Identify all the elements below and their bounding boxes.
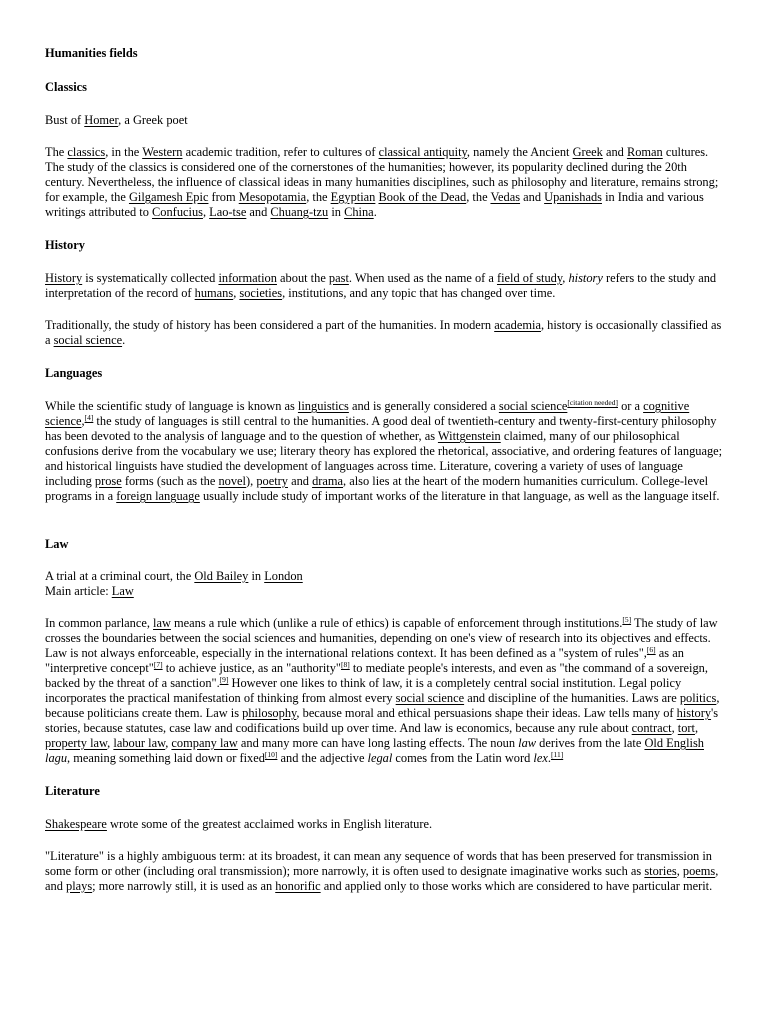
paragraph-text: ; more narrowly still, it is used as an <box>92 879 276 893</box>
inline-link[interactable]: philosophy <box>242 706 297 720</box>
heading-languages: Languages <box>45 366 103 380</box>
law-image-caption <box>45 569 725 599</box>
paragraph-text: 's stories, because statutes, case law and codifications build up over time. And law is economics, because any rule about <box>45 706 719 735</box>
paragraph-text: is systematically collected <box>82 271 219 285</box>
inline-link[interactable]: societies <box>239 286 283 300</box>
inline-link[interactable]: Vedas <box>490 190 521 204</box>
link-main-article-law[interactable]: Law <box>111 584 134 598</box>
caption-text: in <box>248 569 265 583</box>
inline-link[interactable]: Shakespeare <box>45 817 107 831</box>
italic-term: lex <box>533 751 548 765</box>
inline-link[interactable]: prose <box>94 474 122 488</box>
page-title: Humanities fields <box>45 46 138 60</box>
inline-link[interactable]: social science <box>395 691 465 705</box>
paragraph-text: derives from the late <box>536 736 645 750</box>
inline-link[interactable]: contract <box>631 721 672 735</box>
classics-paragraph <box>45 145 725 220</box>
paragraph-text: . <box>373 205 377 219</box>
italic-term: law <box>518 736 537 750</box>
reference-superscript[interactable]: [11] <box>550 750 564 759</box>
paragraph-text: Traditionally, the study of history has been considered a part of the humanities. In modern <box>45 318 495 332</box>
inline-link[interactable]: Lao-tse <box>209 205 247 219</box>
inline-link[interactable]: history <box>676 706 712 720</box>
paragraph-text: comes from the Latin word <box>392 751 534 765</box>
paragraph-text: and many more can have long lasting effects. The noun <box>237 736 519 750</box>
inline-link[interactable]: plays <box>66 879 93 893</box>
main-article-label: Main article: <box>45 584 112 598</box>
reference-superscript[interactable]: [citation needed] <box>567 398 618 407</box>
paragraph-text: . <box>547 751 551 765</box>
paragraph-text: the study of languages is still central to the humanities. A good deal of twentieth-century and twenty-first-century philosophy has been devoted to the analysis of language and to the question of whether, as <box>45 414 717 443</box>
link-london[interactable]: London <box>264 569 303 583</box>
inline-link[interactable]: tort <box>677 721 695 735</box>
inline-link[interactable]: poetry <box>256 474 288 488</box>
inline-link[interactable]: company law <box>171 736 238 750</box>
inline-link[interactable]: labour law <box>113 736 166 750</box>
languages-paragraph <box>45 399 725 504</box>
inline-link[interactable]: classics <box>67 145 106 159</box>
inline-link[interactable]: Chuang-tzu <box>270 205 329 219</box>
heading-history: History <box>45 238 85 252</box>
inline-link[interactable]: History <box>45 271 83 285</box>
paragraph-text: , <box>81 414 85 428</box>
reference-superscript[interactable]: [6] <box>646 645 656 654</box>
paragraph-text: wrote some of the greatest acclaimed works in English literature. <box>106 817 433 831</box>
paragraph-text: , <box>233 286 240 300</box>
literature-paragraph-1 <box>45 817 725 832</box>
paragraph-text: , meaning something laid down or fixed <box>67 751 265 765</box>
paragraph-text: , <box>695 721 699 735</box>
paragraph-text: , namely the Ancient <box>466 145 573 159</box>
inline-link[interactable]: stories <box>644 864 677 878</box>
paragraph-text: about the <box>276 271 329 285</box>
paragraph-text: , <box>165 736 172 750</box>
paragraph-text: and <box>602 145 627 159</box>
paragraph-text: academic tradition, refer to cultures of <box>182 145 379 159</box>
link-old-bailey[interactable]: Old Bailey <box>194 569 249 583</box>
heading-law: Law <box>45 537 69 551</box>
paragraph-text: claimed, many of our philosophical confusions derive from the vocabulary we use; literary theory has explored the rhetorical, associative, and ordering features of language; and historical linguists have studied the development of languages across time. Literature, covering a variety of uses of language including <box>45 429 723 488</box>
reference-superscript[interactable]: [5] <box>622 615 632 624</box>
literature-paragraph-2 <box>45 849 725 894</box>
paragraph-text: and the adjective <box>277 751 368 765</box>
law-paragraph <box>45 616 725 766</box>
inline-link[interactable]: linguistics <box>297 399 349 413</box>
paragraph-text: or a <box>617 399 644 413</box>
paragraph-text: , <box>671 721 678 735</box>
paragraph-text: refers to the study and interpretation of the record of <box>45 271 717 300</box>
inline-link[interactable]: Confucius <box>152 205 203 219</box>
inline-link[interactable]: past <box>328 271 349 285</box>
paragraph-text: , <box>202 205 210 219</box>
inline-link[interactable]: drama <box>312 474 344 488</box>
paragraph-text: , <box>562 271 569 285</box>
italic-term: lagu <box>45 751 68 765</box>
reference-superscript[interactable]: [7] <box>153 660 163 669</box>
inline-link[interactable]: field of study <box>496 271 563 285</box>
paragraph-text: , institutions, and any topic that has changed over time. <box>282 286 556 300</box>
inline-link[interactable]: China <box>344 205 374 219</box>
caption-text: Bust of <box>45 113 85 127</box>
inline-link[interactable]: foreign language <box>116 489 200 503</box>
paragraph-text: . When used as the name of a <box>348 271 497 285</box>
history-paragraph-2 <box>45 318 725 348</box>
paragraph-text: forms (such as the <box>121 474 219 488</box>
paragraph-text: means a rule which (unlike a rule of ethics) is capable of enforcement through institutions. <box>170 616 623 630</box>
paragraph-text: in <box>328 205 345 219</box>
inline-link[interactable]: information <box>218 271 277 285</box>
reference-superscript[interactable]: [10] <box>264 750 278 759</box>
inline-link[interactable]: Book of the Dead <box>378 190 467 204</box>
inline-link[interactable]: classical antiquity <box>378 145 467 159</box>
paragraph-text: , in the <box>105 145 143 159</box>
inline-link[interactable]: Wittgenstein <box>437 429 501 443</box>
paragraph-text: , because moral and ethical persuasions shape their ideas. Law tells many of <box>296 706 677 720</box>
inline-link[interactable]: law <box>153 616 171 630</box>
paragraph-text: in India and various writings attributed to <box>45 190 704 219</box>
paragraph-text: and applied only to those works which are considered to have particular merit. <box>320 879 713 893</box>
inline-link[interactable]: social science <box>498 399 568 413</box>
paragraph-text: and <box>287 474 313 488</box>
paragraph-text: However one likes to think of law, it is a completely central social institution. Legal policy incorporates the practical manifestation of thinking from almost every <box>45 676 682 705</box>
inline-link[interactable]: Gilgamesh Epic <box>128 190 209 204</box>
history-paragraph-1 <box>45 271 725 301</box>
inline-link[interactable]: Greek <box>572 145 603 159</box>
inline-link[interactable]: Western <box>142 145 183 159</box>
paragraph-text: ), <box>245 474 257 488</box>
inline-link[interactable]: humans <box>194 286 234 300</box>
caption-text: A trial at a criminal court, the <box>45 569 195 583</box>
paragraph-text: cultures. The study of the classics is considered one of the cornerstones of the humanities; however, its popularity declined during the 20th century. Nevertheless, the influence of classical ideas in many humanities disciplines, such as philosophy and literature, remains strong; for example, the <box>45 145 719 204</box>
paragraph-text: , also lies at the heart of the modern humanities curriculum. College-level programs in a <box>45 474 709 503</box>
reference-superscript[interactable]: [9] <box>219 675 229 684</box>
inline-link[interactable]: Upanishads <box>544 190 602 204</box>
inline-link[interactable]: honorific <box>275 879 321 893</box>
paragraph-text: as an "interpretive concept" <box>45 646 684 675</box>
reference-superscript[interactable]: [4] <box>84 413 94 422</box>
classics-image-caption <box>45 113 725 128</box>
reference-superscript[interactable]: [8] <box>340 660 350 669</box>
paragraph-text: In common parlance, <box>45 616 154 630</box>
inline-link[interactable]: Egyptian <box>330 190 376 204</box>
paragraph-text: to mediate people's interests, and even as "the command of a sovereign, backed by the threat of a sanction". <box>45 661 708 690</box>
paragraph-text: The study of law crosses the boundaries between the social sciences and humanities, depending on one's view of research into its objectives and effects. Law is not always enforceable, especially in the international relations context. It has been defined as a "system of rules", <box>45 616 718 660</box>
heading-classics: Classics <box>45 80 87 94</box>
paragraph-text: "Literature" is a highly ambiguous term: at its broadest, it can mean any sequence of words that has been preserved for transmission in some form or other (including oral transmission); more narrowly, it is often used to designate imaginative works such as <box>45 849 712 878</box>
paragraph-text: and is generally considered a <box>348 399 499 413</box>
paragraph-text: , history is occasionally classified as a <box>45 318 722 347</box>
paragraph-text: , the <box>466 190 491 204</box>
inline-link[interactable]: Roman <box>626 145 663 159</box>
paragraph-text: and <box>520 190 545 204</box>
paragraph-text: , <box>107 736 114 750</box>
paragraph-text: , <box>676 864 683 878</box>
paragraph-text: The <box>45 145 68 159</box>
inline-link[interactable]: Mesopotamia <box>238 190 307 204</box>
paragraph-text: and discipline of the humanities. Laws are <box>464 691 680 705</box>
paragraph-text: , because politicians create them. Law is <box>45 691 720 720</box>
link-homer[interactable]: Homer <box>84 113 119 127</box>
paragraph-text: , the <box>306 190 331 204</box>
inline-link[interactable]: property law <box>45 736 108 750</box>
paragraph-text: from <box>208 190 239 204</box>
inline-link[interactable]: cognitive science <box>45 399 690 428</box>
inline-link[interactable]: social science <box>53 333 123 347</box>
paragraph-text: to achieve justice, as an "authority" <box>162 661 341 675</box>
inline-link[interactable]: academia <box>494 318 541 332</box>
caption-text: , a Greek poet <box>118 113 188 127</box>
inline-link[interactable]: poems <box>682 864 716 878</box>
paragraph-text: and <box>246 205 271 219</box>
paragraph-text: usually include study of important works of the literature in that language, as well as the language itself. <box>199 489 720 503</box>
heading-literature: Literature <box>45 784 100 798</box>
paragraph-text: , and <box>45 864 719 893</box>
italic-term: history <box>568 271 603 285</box>
italic-term: legal <box>367 751 393 765</box>
inline-link[interactable]: politics <box>679 691 717 705</box>
inline-link[interactable]: Old English <box>644 736 704 750</box>
paragraph-text: While the scientific study of language is known as <box>45 399 298 413</box>
paragraph-text: . <box>122 333 126 347</box>
inline-link[interactable]: novel <box>218 474 246 488</box>
